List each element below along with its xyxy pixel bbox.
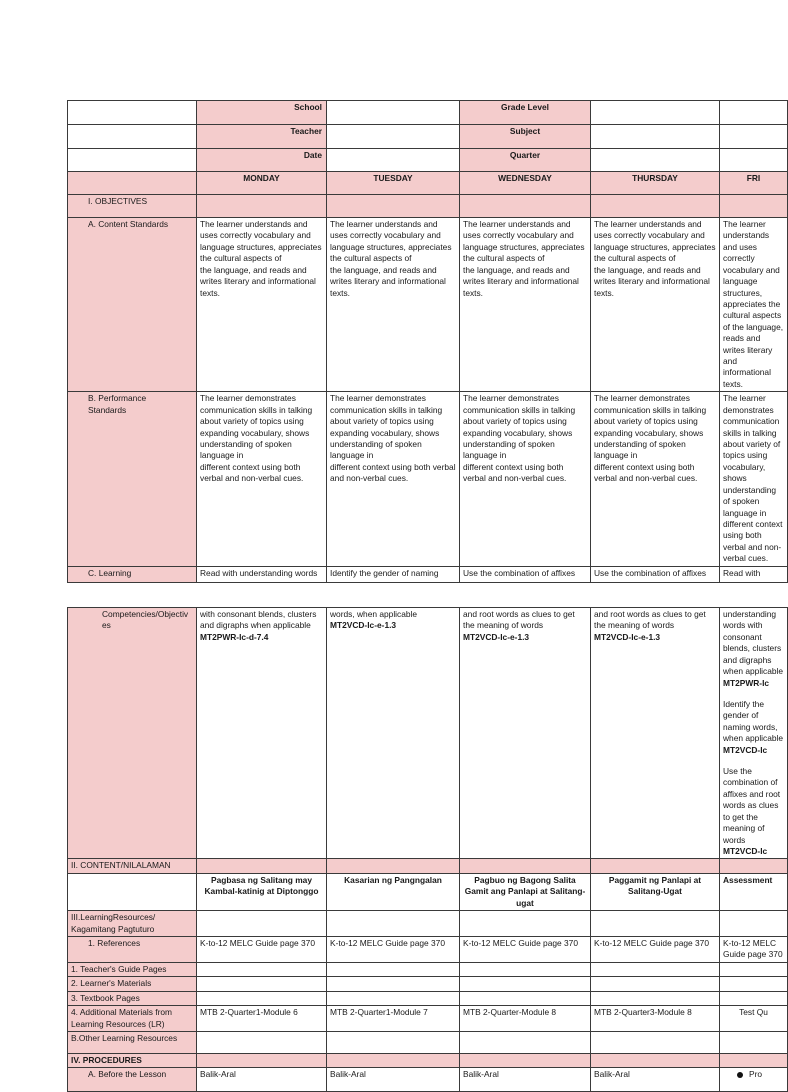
performance-standards-mon: The learner demonstrates communication skills in talking about variety of topics using expanding vocabulary, shows understanding of spoken language in different context using both verbal and non-verbal cues.	[197, 392, 327, 566]
subject-field[interactable]	[591, 125, 720, 149]
competencies-tue	[327, 608, 460, 859]
header-row-school	[68, 101, 788, 125]
resources-row	[68, 911, 788, 937]
references-mon: K-to-12 MELC Guide page 370	[197, 936, 327, 962]
competency-code: MT2VCD-Ic	[723, 846, 768, 857]
learning-mon: Read with understanding words	[197, 566, 327, 582]
additional-fri: Test Qu	[720, 1006, 788, 1032]
before-thu: Balik-Aral	[591, 1068, 720, 1092]
content-standards-mon: The learner understands and uses correctly vocabulary and language structures, appreciates the cultural aspects of the language, and reads and writes literary and informational texts.	[197, 218, 327, 392]
content-standards-row	[68, 218, 788, 392]
references-wed: K-to-12 MELC Guide page 370	[460, 936, 591, 962]
topic-thu: Paggamit ng Panlapi at Salitang-Ugat	[591, 873, 720, 910]
content-standards-label: A. Content Standards	[68, 218, 197, 392]
performance-standards-label: B. Performance Standards	[68, 392, 197, 566]
learning-fri: Read with	[720, 566, 788, 582]
content-title-row	[68, 859, 788, 873]
quarter-extra[interactable]	[720, 149, 788, 172]
topic-fri: Assessment	[720, 873, 788, 910]
competency-code: MT2VCD-Ic-e-1.3	[594, 631, 661, 642]
competency-code: MT2VCD-Ic-e-1.3	[463, 631, 530, 642]
quarter-label: Quarter	[460, 149, 591, 172]
content-standards-tue: The learner understands and uses correctly vocabulary and language structures, appreciates the cultural aspects of the language, and reads and writes literary and informational texts.	[327, 218, 460, 392]
competencies-thu	[591, 608, 720, 859]
blank-cell	[68, 172, 197, 195]
competency-text: Identify the gender of naming words, when applicable	[723, 698, 784, 744]
learning-label: C. Learning	[68, 566, 197, 582]
day-friday: FRI	[720, 172, 788, 195]
performance-standards-row	[68, 392, 788, 566]
teachers-guide-label: 1. Teacher's Guide Pages	[68, 962, 197, 976]
competencies-mon	[197, 608, 327, 859]
textbook-label: 3. Textbook Pages	[68, 991, 197, 1005]
other-resources-label: B.Other Learning Resources	[68, 1031, 197, 1053]
day-wednesday: WEDNESDAY	[460, 172, 591, 195]
grade-level-field[interactable]	[591, 101, 720, 125]
content-standards-wed: The learner understands and uses correctly vocabulary and language structures, appreciates the cultural aspects of the language, and reads and writes literary and informational texts.	[460, 218, 591, 392]
dll-table-lower	[67, 607, 788, 1092]
bullet-icon	[737, 1072, 743, 1078]
learning-wed: Use the combination of affixes	[460, 566, 591, 582]
blank-cell	[68, 873, 197, 910]
teacher-field[interactable]	[327, 125, 460, 149]
additional-mon: MTB 2-Quarter1-Module 6	[197, 1006, 327, 1032]
objectives-row	[68, 195, 788, 218]
school-label: School	[197, 101, 327, 125]
competency-text: and root words as clues to get the meaning of words	[463, 609, 575, 631]
competency-text: words, when applicable	[330, 609, 418, 619]
grade-level-label: Grade Level	[460, 101, 591, 125]
topic-wed: Pagbuo ng Bagong Salita Gamit ang Panlapi at Salitang-ugat	[460, 873, 591, 910]
dll-table-upper	[67, 100, 788, 583]
competency-code: MT2VCD-Ic-e-1.3	[330, 620, 397, 631]
competency-text: Use the combination of affixes and root words as clues to get the meaning of words	[723, 766, 781, 845]
performance-standards-tue: The learner demonstrates communication skills in talking about variety of topics using expanding vocabulary, shows understanding of spoken language in different context using both verbal and non-verbal cues.	[327, 392, 460, 566]
performance-standards-thu: The learner demonstrates communication skills in talking about variety of topics using expanding vocabulary, shows understanding of spoken language in different context using both verbal and non-verbal cues.	[591, 392, 720, 566]
date-field[interactable]	[327, 149, 460, 172]
content-standards-thu: The learner understands and uses correctly vocabulary and language structures, appreciates the cultural aspects of the language, and reads and writes literary and informational texts.	[591, 218, 720, 392]
quarter-field[interactable]	[591, 149, 720, 172]
objectives-title: I. OBJECTIVES	[68, 195, 197, 218]
before-fri	[720, 1068, 788, 1092]
competencies-label: Competencies/Objectiv es	[68, 608, 197, 859]
competencies-row	[68, 608, 788, 859]
references-fri: K-to-12 MELC Guide page 370	[720, 936, 788, 962]
other-resources-row	[68, 1031, 788, 1053]
before-fri-text: Pro	[749, 1069, 763, 1080]
performance-standards-wed: The learner demonstrates communication skills in talking about variety of topics using expanding vocabulary, shows understanding of spoken language in different context using both verbal and non-verbal cues.	[460, 392, 591, 566]
days-row	[68, 172, 788, 195]
competencies-fri	[720, 608, 788, 859]
content-title: II. CONTENT/NILALAMAN	[68, 859, 197, 873]
textbook-row	[68, 991, 788, 1005]
references-tue: K-to-12 MELC Guide page 370	[327, 936, 460, 962]
references-label: 1. References	[68, 936, 197, 962]
before-tue: Balik-Aral	[327, 1068, 460, 1092]
teachers-guide-row	[68, 962, 788, 976]
performance-standards-fri: The learner demonstrates communication skills in talking about variety of topics using vocabulary, shows understanding of spoken language in different context using both verbal and non-verbal cues.	[720, 392, 788, 566]
references-row	[68, 936, 788, 962]
learners-materials-label: 2. Learner's Materials	[68, 977, 197, 991]
references-thu: K-to-12 MELC Guide page 370	[591, 936, 720, 962]
day-monday: MONDAY	[197, 172, 327, 195]
before-lesson-row	[68, 1068, 788, 1092]
resources-title: III.LearningResources/ Kagamitang Pagtuturo	[68, 911, 197, 937]
procedures-row	[68, 1053, 788, 1067]
learning-tue: Identify the gender of naming	[327, 566, 460, 582]
competency-text: and root words as clues to get the meaning of words	[594, 609, 706, 631]
competencies-wed	[460, 608, 591, 859]
competency-text: with consonant blends, clusters and digraphs when applicable	[200, 609, 317, 631]
content-standards-fri: The learner understands and uses correctly vocabulary and language structures, appreciates the cultural aspects of the language, reads and writes literary and informational texts.	[720, 218, 788, 392]
learning-thu: Use the combination of affixes	[591, 566, 720, 582]
additional-tue: MTB 2-Quarter1-Module 7	[327, 1006, 460, 1032]
before-lesson-label: A. Before the Lesson	[68, 1068, 197, 1092]
additional-materials-label: 4. Additional Materials from Learning Resources (LR)	[68, 1006, 197, 1032]
competency-code: MT2PWR-Ic-d-7.4	[200, 631, 269, 642]
learners-materials-row	[68, 977, 788, 991]
date-label: Date	[197, 149, 327, 172]
topic-mon: Pagbasa ng Salitang may Kambal-katinig at Diptonggo	[197, 873, 327, 910]
blank-cell	[68, 149, 197, 172]
day-tuesday: TUESDAY	[327, 172, 460, 195]
day-thursday: THURSDAY	[591, 172, 720, 195]
subject-label: Subject	[460, 125, 591, 149]
school-field[interactable]	[327, 101, 460, 125]
competency-text: understanding words with consonant blends, clusters and digraphs when applicable	[723, 609, 784, 677]
grade-level-extra[interactable]	[720, 101, 788, 125]
competency-code: MT2VCD-Ic	[723, 744, 768, 755]
additional-thu: MTB 2-Quarter3-Module 8	[591, 1006, 720, 1032]
blank-cell	[68, 101, 197, 125]
header-row-teacher	[68, 125, 788, 149]
subject-extra[interactable]	[720, 125, 788, 149]
procedures-title: IV. PROCEDURES	[68, 1053, 197, 1067]
before-mon: Balik-Aral	[197, 1068, 327, 1092]
before-wed: Balik-Aral	[460, 1068, 591, 1092]
competency-code: MT2PWR-Ic	[723, 677, 770, 688]
blank-cell	[68, 125, 197, 149]
learning-row	[68, 566, 788, 582]
header-row-date	[68, 149, 788, 172]
content-topics-row	[68, 873, 788, 910]
additional-materials-row	[68, 1006, 788, 1032]
topic-tue: Kasarian ng Pangngalan	[327, 873, 460, 910]
additional-wed: MTB 2-Quarter-Module 8	[460, 1006, 591, 1032]
teacher-label: Teacher	[197, 125, 327, 149]
